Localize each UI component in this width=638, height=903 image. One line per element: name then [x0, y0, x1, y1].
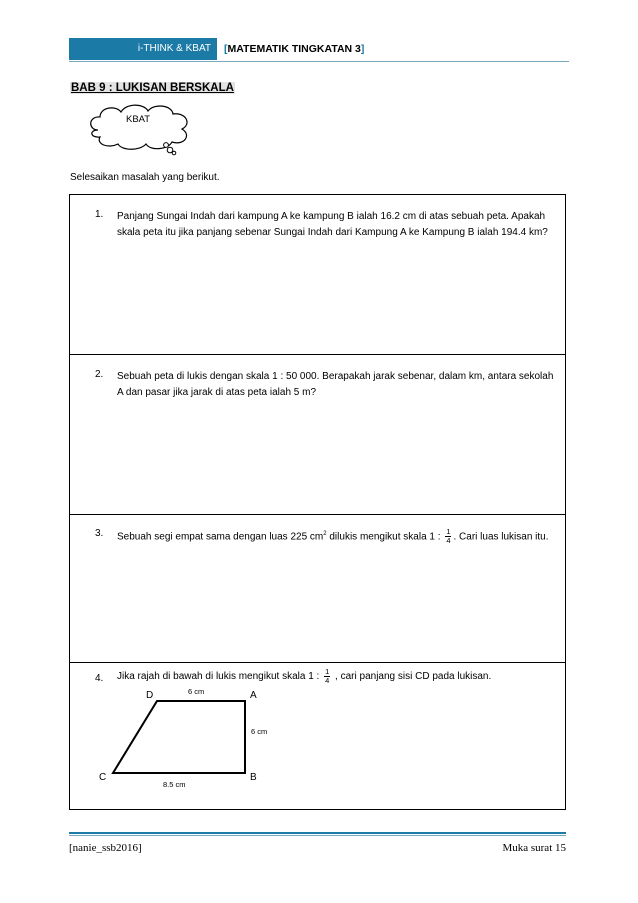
- header-bracket-close: ]: [360, 43, 365, 55]
- question-text-part: . Cari luas lukisan itu.: [453, 531, 549, 543]
- question-row-4: [70, 663, 565, 809]
- question-text-part: Jika rajah di bawah di lukis mengikut skala 1 :: [117, 671, 323, 682]
- fraction-denominator: 4: [446, 536, 451, 546]
- vertex-label-c: C: [99, 772, 107, 783]
- footer-divider: [69, 832, 566, 834]
- header-title-text: MATEMATIK TINGKATAN 3: [227, 43, 361, 55]
- question-text-part: , cari panjang sisi CD pada lukisan.: [332, 671, 492, 682]
- vertex-label-a: A: [250, 690, 257, 701]
- fraction-numerator: 1: [325, 666, 330, 676]
- question-text-part: Sebuah segi empat sama dengan luas 225 cm: [117, 531, 324, 543]
- fraction: [324, 668, 330, 685]
- question-row-3: [70, 515, 565, 663]
- header-tab: i-THINK & KBAT: [69, 38, 217, 60]
- question-number: 2.: [95, 369, 104, 380]
- footer-author: [nanie_ssb2016]: [69, 842, 142, 854]
- fraction: [445, 528, 451, 545]
- instruction-text: Selesaikan masalah yang berikut.: [70, 172, 220, 183]
- question-text: [117, 666, 557, 688]
- header-bracket-open: [: [224, 43, 228, 55]
- length-label-da: 6 cm: [188, 687, 205, 696]
- footer-page-number: Muka surat 15: [502, 842, 566, 854]
- question-number: 4.: [95, 673, 104, 684]
- question-table: [69, 194, 566, 810]
- footer-divider-thin: [69, 835, 566, 836]
- fraction-denominator: 4: [325, 675, 330, 685]
- vertex-label-d: D: [146, 690, 154, 701]
- question-text: Panjang Sungai Indah dari kampung A ke kampung B ialah 16.2 cm di atas sebuah peta. Apakah skala peta itu jika panjang sebenar Sungai Indah dari Kampung A ke Kampung B ialah 194.4 km?: [117, 211, 548, 238]
- length-label-ab: 6 cm: [251, 727, 268, 736]
- question-number: 3.: [95, 528, 104, 539]
- vertex-label-b: B: [250, 772, 257, 783]
- superscript: 2: [323, 531, 327, 537]
- header-divider: [69, 61, 569, 62]
- question-number: 1.: [95, 209, 104, 220]
- thought-cloud-icon: [84, 100, 196, 156]
- question-text: Sebuah peta di lukis dengan skala 1 : 50 000. Berapakah jarak sebenar, dalam km, antara sekolah A dan pasar jika jarak di atas peta ialah 5 m?: [117, 371, 554, 398]
- question-row-2: [70, 355, 565, 515]
- fraction-numerator: 1: [446, 527, 451, 537]
- cloud-label: KBAT: [126, 114, 151, 125]
- length-label-cb: 8.5 cm: [163, 780, 186, 789]
- question-row-1: [70, 195, 565, 355]
- header-title: [224, 38, 364, 60]
- question-text: [117, 523, 557, 548]
- question-text-part: dilukis mengikut skala 1 :: [326, 531, 444, 543]
- chapter-title: BAB 9 : LUKISAN BERSKALA: [71, 82, 234, 94]
